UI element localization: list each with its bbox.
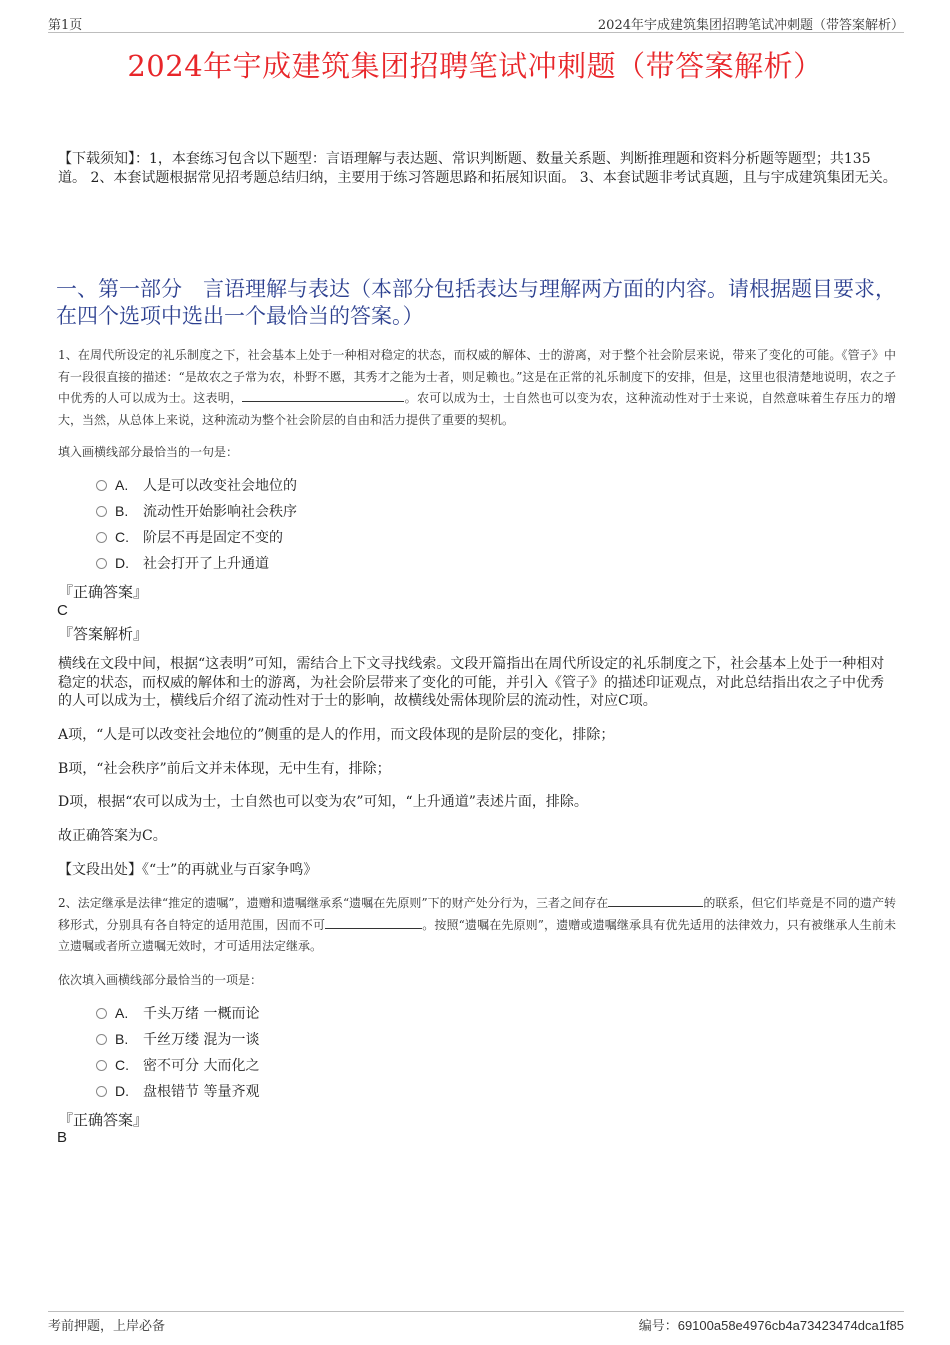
- q1-source: 【文段出处】《“士”的再就业与百家争鸣》: [58, 862, 318, 878]
- radio-icon[interactable]: [96, 1086, 107, 1097]
- footer-code: 编号：69100a58e4976cb4a73423474dca1f85: [638, 1318, 904, 1334]
- download-notice: 【下载须知】：1，本套练习包含以下题型：言语理解与表达题、常识判断题、数量关系题、判断推理题和资料分析题等题型；共135道。 2、本套试题根据常见招考题总结归纳，主要用于练习答题思路和拓展知识面。 3、本套试题非考试真题，且与宇成建筑集团无关。: [58, 151, 897, 186]
- fill-blank: [608, 893, 703, 907]
- q1-option-a[interactable]: A. 人是可以改变社会地位的: [96, 474, 297, 496]
- q1-analysis-para: 横线在文段中间，根据“这表明”可知，需结合上下文寻找线索。文段开篇指出在周代所设定的礼乐制度之下，社会基本上处于一种相对稳定的状态，而权威的解体和士的游离，为社会阶层带来了变化的可能，并引入《管子》的描述印证观点，对此总结指出农之子中优秀的人可以成为士，横线后介绍了流动性对于士的影响，故横线处需体现阶层的流动性，对应C项。: [58, 656, 885, 709]
- q1-analysis-b: B项，“社会秩序”前后文并未体现，无中生有，排除；: [58, 761, 391, 777]
- radio-icon[interactable]: [96, 480, 107, 491]
- section-title: 一、第一部分 言语理解与表达（本部分包括表达与理解两方面的内容。请根据题目要求，在四个选项中选出一个最恰当的答案。）: [56, 277, 896, 328]
- question-1-prompt: 填入画横线部分最恰当的一句是：: [58, 445, 239, 459]
- fill-blank: [242, 388, 404, 402]
- q1-option-b[interactable]: B. 流动性开始影响社会秩序: [96, 500, 297, 522]
- q1-option-d[interactable]: D. 社会打开了上升通道: [96, 552, 269, 574]
- q1-analysis-conclusion: 故正确答案为C。: [58, 828, 167, 844]
- radio-icon[interactable]: [96, 1060, 107, 1071]
- q1-analysis-a: A项，“人是可以改变社会地位的”侧重的是人的作用，而文段体现的是阶层的变化，排除；: [58, 727, 615, 743]
- header-doc-title: 2024年宇成建筑集团招聘笔试冲刺题（带答案解析）: [597, 18, 904, 33]
- q2-option-b[interactable]: B. 千丝万缕 混为一谈: [96, 1028, 259, 1050]
- q1-answer-label: 『正确答案』: [58, 583, 149, 601]
- question-1-text: 1、在周代所设定的礼乐制度之下，社会基本上处于一种相对稳定的状态，而权威的解体、士的游离，对于整个社会阶层来说，带来了变化的可能。《管子》中有一段很直接的描述：“是故农之子常为农，朴野不慝，其秀才之能为士者，则足赖也。”这是在正常的礼乐制度下的安排，但是，这里也很清楚地说明，农之子中优秀的人可以成为士。这表明， 。农可以成为士，士自然也可以变为农，这种流动性对于士来说，自然意味着生存压力的增大，当然，从总体上来说，这种流动为整个社会阶层的自由和活力提供了重要的契机。: [58, 348, 896, 427]
- question-2-prompt: 依次填入画横线部分最恰当的一项是：: [58, 973, 263, 987]
- radio-icon[interactable]: [96, 558, 107, 569]
- page-header: [48, 14, 904, 33]
- q1-option-c[interactable]: C. 阶层不再是固定不变的: [96, 526, 283, 548]
- radio-icon[interactable]: [96, 1008, 107, 1019]
- page-footer: [48, 1311, 904, 1332]
- page-title: 2024年宇成建筑集团招聘笔试冲刺题（带答案解析）: [127, 49, 823, 83]
- q1-analysis-d: D项，根据“农可以成为士，士自然也可以变为农”可知，“上升通道”表述片面，排除。: [58, 794, 588, 810]
- question-2-text: 2、法定继承是法律“推定的遗嘱”，遗赠和遗嘱继承系“遗嘱在先原则”下的财产处分行为，三者之间存在 的联系，但它们毕竟是不同的遗产转移形式，分别具有各自特定的适用范围，因而不可 。按照“遗嘱在先原则”，遗赠或遗嘱继承具有优先适用的法律效力，只有被继承人生前未立遗嘱或者所立遗嘱无效时，才可适用法定继承。: [58, 893, 896, 958]
- footer-slogan: 考前押题，上岸必备: [48, 1319, 166, 1334]
- q1-answer: C: [57, 602, 68, 619]
- radio-icon[interactable]: [96, 1034, 107, 1045]
- page-number: 第1页: [48, 18, 83, 33]
- q2-answer: B: [57, 1129, 68, 1146]
- radio-icon[interactable]: [96, 532, 107, 543]
- q1-analysis-label: 『答案解析』: [58, 625, 149, 643]
- q2-option-d[interactable]: D. 盘根错节 等量齐观: [96, 1080, 259, 1102]
- q2-option-c[interactable]: C. 密不可分 大而化之: [96, 1054, 259, 1076]
- q2-answer-label: 『正确答案』: [58, 1111, 149, 1129]
- q2-option-a[interactable]: A. 千头万绪 一概而论: [96, 1002, 259, 1024]
- fill-blank: [325, 915, 422, 929]
- radio-icon[interactable]: [96, 506, 107, 517]
